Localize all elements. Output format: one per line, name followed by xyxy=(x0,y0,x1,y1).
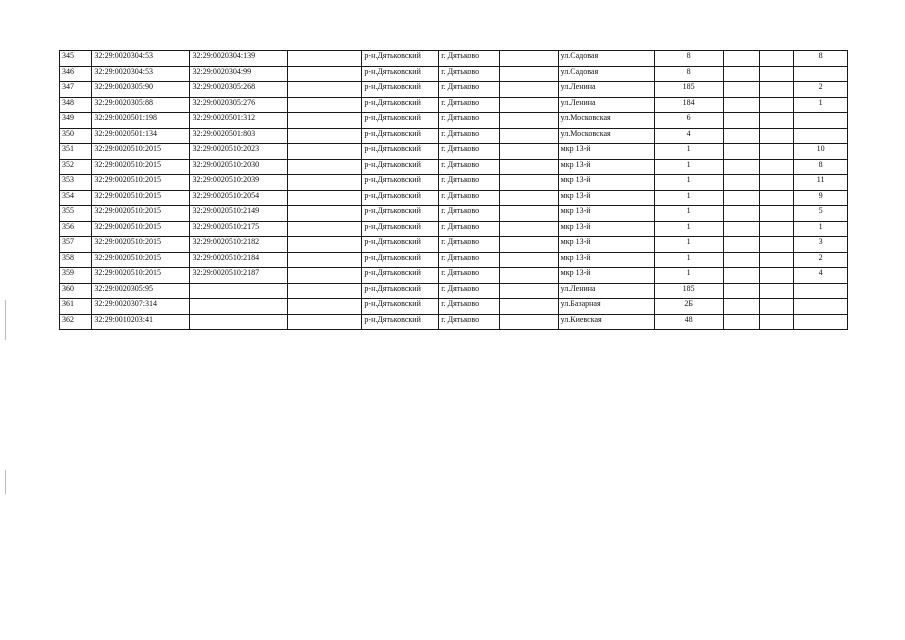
empty-cell xyxy=(723,283,759,299)
empty-cell xyxy=(499,221,558,237)
district-cell: р-н.Дятьковский xyxy=(362,268,439,284)
empty-cell xyxy=(723,66,759,82)
premises-cadastral-number-cell: 32:29:0020510:2182 xyxy=(190,237,287,253)
city-cell: г. Дятьково xyxy=(439,82,500,98)
apartment-number-cell: 9 xyxy=(794,190,848,206)
empty-cell xyxy=(759,51,793,67)
empty-cell xyxy=(723,144,759,160)
apartment-number-cell: 8 xyxy=(794,51,848,67)
row-number-cell: 356 xyxy=(60,221,92,237)
empty-cell xyxy=(723,190,759,206)
table-row xyxy=(60,314,848,330)
cadastral-number-cell: 32:29:0020501:198 xyxy=(92,113,190,129)
table-row xyxy=(60,299,848,315)
empty-cell xyxy=(287,175,362,191)
empty-cell xyxy=(759,159,793,175)
empty-cell xyxy=(759,128,793,144)
premises-cadastral-number-cell: 32:29:0020510:2054 xyxy=(190,190,287,206)
premises-cadastral-number-cell: 32:29:0020510:2187 xyxy=(190,268,287,284)
empty-cell xyxy=(499,206,558,222)
row-number-cell: 352 xyxy=(60,159,92,175)
street-cell: мкр 13-й xyxy=(558,206,654,222)
empty-cell xyxy=(723,221,759,237)
house-number-cell: 1 xyxy=(654,268,723,284)
street-cell: мкр 13-й xyxy=(558,144,654,160)
cadastral-number-cell: 32:29:0020510:2015 xyxy=(92,221,190,237)
empty-cell xyxy=(723,299,759,315)
cadastral-number-cell: 32:29:0020510:2015 xyxy=(92,175,190,191)
row-number-cell: 347 xyxy=(60,82,92,98)
house-number-cell: 8 xyxy=(654,66,723,82)
house-number-cell: 48 xyxy=(654,314,723,330)
premises-cadastral-number-cell: 32:29:0020510:2184 xyxy=(190,252,287,268)
city-cell: г. Дятьково xyxy=(439,144,500,160)
property-registry-table xyxy=(59,50,848,330)
empty-cell xyxy=(723,97,759,113)
cadastral-number-cell: 32:29:0020305:90 xyxy=(92,82,190,98)
premises-cadastral-number-cell: 32:29:0020304:139 xyxy=(190,51,287,67)
row-number-cell: 345 xyxy=(60,51,92,67)
empty-cell xyxy=(499,66,558,82)
district-cell: р-н.Дятьковский xyxy=(362,299,439,315)
empty-cell xyxy=(287,144,362,160)
city-cell: г. Дятьково xyxy=(439,237,500,253)
row-number-cell: 348 xyxy=(60,97,92,113)
empty-cell xyxy=(499,128,558,144)
table-row xyxy=(60,237,848,253)
street-cell: мкр 13-й xyxy=(558,221,654,237)
cadastral-number-cell: 32:29:0020501:134 xyxy=(92,128,190,144)
empty-cell xyxy=(759,206,793,222)
city-cell: г. Дятьково xyxy=(439,190,500,206)
table-row xyxy=(60,144,848,160)
house-number-cell: 8 xyxy=(654,51,723,67)
apartment-number-cell xyxy=(794,283,848,299)
city-cell: г. Дятьково xyxy=(439,221,500,237)
row-number-cell: 362 xyxy=(60,314,92,330)
street-cell: ул.Ленина xyxy=(558,283,654,299)
apartment-number-cell xyxy=(794,113,848,129)
apartment-number-cell xyxy=(794,299,848,315)
house-number-cell: 185 xyxy=(654,82,723,98)
city-cell: г. Дятьково xyxy=(439,268,500,284)
apartment-number-cell: 3 xyxy=(794,237,848,253)
city-cell: г. Дятьково xyxy=(439,299,500,315)
cadastral-number-cell: 32:29:0020510:2015 xyxy=(92,268,190,284)
row-number-cell: 357 xyxy=(60,237,92,253)
apartment-number-cell: 4 xyxy=(794,268,848,284)
empty-cell xyxy=(723,51,759,67)
empty-cell xyxy=(499,190,558,206)
empty-cell xyxy=(723,82,759,98)
empty-cell xyxy=(723,159,759,175)
table-row xyxy=(60,159,848,175)
empty-cell xyxy=(287,159,362,175)
table-row xyxy=(60,51,848,67)
empty-cell xyxy=(287,66,362,82)
empty-cell xyxy=(759,283,793,299)
empty-cell xyxy=(723,314,759,330)
premises-cadastral-number-cell: 32:29:0020510:2175 xyxy=(190,221,287,237)
table-row xyxy=(60,252,848,268)
house-number-cell: 6 xyxy=(654,113,723,129)
street-cell: ул.Базарная xyxy=(558,299,654,315)
premises-cadastral-number-cell xyxy=(190,283,287,299)
city-cell: г. Дятьково xyxy=(439,206,500,222)
empty-cell xyxy=(287,82,362,98)
premises-cadastral-number-cell: 32:29:0020510:2149 xyxy=(190,206,287,222)
street-cell: ул.Московская xyxy=(558,128,654,144)
city-cell: г. Дятьково xyxy=(439,314,500,330)
cadastral-number-cell: 32:29:0020510:2015 xyxy=(92,159,190,175)
apartment-number-cell: 2 xyxy=(794,252,848,268)
row-number-cell: 359 xyxy=(60,268,92,284)
street-cell: ул.Ленина xyxy=(558,97,654,113)
house-number-cell: 1 xyxy=(654,175,723,191)
empty-cell xyxy=(499,268,558,284)
city-cell: г. Дятьково xyxy=(439,128,500,144)
cadastral-number-cell: 32:29:0010203:41 xyxy=(92,314,190,330)
premises-cadastral-number-cell: 32:29:0020501:312 xyxy=(190,113,287,129)
table-row xyxy=(60,175,848,191)
table-row xyxy=(60,113,848,129)
house-number-cell: 184 xyxy=(654,97,723,113)
street-cell: мкр 13-й xyxy=(558,175,654,191)
street-cell: мкр 13-й xyxy=(558,237,654,253)
cadastral-number-cell: 32:29:0020307:314 xyxy=(92,299,190,315)
row-number-cell: 358 xyxy=(60,252,92,268)
district-cell: р-н.Дятьковский xyxy=(362,113,439,129)
city-cell: г. Дятьково xyxy=(439,51,500,67)
empty-cell xyxy=(759,66,793,82)
cadastral-number-cell: 32:29:0020510:2015 xyxy=(92,237,190,253)
district-cell: р-н.Дятьковский xyxy=(362,252,439,268)
district-cell: р-н.Дятьковский xyxy=(362,175,439,191)
row-number-cell: 351 xyxy=(60,144,92,160)
row-number-cell: 360 xyxy=(60,283,92,299)
apartment-number-cell: 1 xyxy=(794,97,848,113)
table-row xyxy=(60,82,848,98)
street-cell: ул.Садовая xyxy=(558,66,654,82)
house-number-cell: 1 xyxy=(654,190,723,206)
table-row xyxy=(60,66,848,82)
apartment-number-cell: 2 xyxy=(794,82,848,98)
empty-cell xyxy=(287,97,362,113)
cadastral-number-cell: 32:29:0020304:53 xyxy=(92,51,190,67)
street-cell: ул.Ленина xyxy=(558,82,654,98)
district-cell: р-н.Дятьковский xyxy=(362,66,439,82)
empty-cell xyxy=(499,144,558,160)
empty-cell xyxy=(287,237,362,253)
house-number-cell: 1 xyxy=(654,206,723,222)
apartment-number-cell: 1 xyxy=(794,221,848,237)
empty-cell xyxy=(723,113,759,129)
cadastral-number-cell: 32:29:0020510:2015 xyxy=(92,206,190,222)
street-cell: ул.Московская xyxy=(558,113,654,129)
district-cell: р-н.Дятьковский xyxy=(362,190,439,206)
empty-cell xyxy=(723,237,759,253)
empty-cell xyxy=(723,175,759,191)
apartment-number-cell: 5 xyxy=(794,206,848,222)
city-cell: г. Дятьково xyxy=(439,175,500,191)
row-number-cell: 361 xyxy=(60,299,92,315)
apartment-number-cell: 10 xyxy=(794,144,848,160)
cadastral-number-cell: 32:29:0020510:2015 xyxy=(92,144,190,160)
table-row xyxy=(60,128,848,144)
apartment-number-cell xyxy=(794,314,848,330)
district-cell: р-н.Дятьковский xyxy=(362,128,439,144)
empty-cell xyxy=(287,128,362,144)
table-row xyxy=(60,206,848,222)
district-cell: р-н.Дятьковский xyxy=(362,97,439,113)
cadastral-number-cell: 32:29:0020304:53 xyxy=(92,66,190,82)
empty-cell xyxy=(287,206,362,222)
empty-cell xyxy=(723,252,759,268)
empty-cell xyxy=(287,113,362,129)
city-cell: г. Дятьково xyxy=(439,252,500,268)
row-number-cell: 355 xyxy=(60,206,92,222)
street-cell: мкр 13-й xyxy=(558,159,654,175)
premises-cadastral-number-cell xyxy=(190,299,287,315)
premises-cadastral-number-cell xyxy=(190,314,287,330)
apartment-number-cell xyxy=(794,128,848,144)
empty-cell xyxy=(723,128,759,144)
cadastral-number-cell: 32:29:0020305:88 xyxy=(92,97,190,113)
scan-artifact xyxy=(5,470,6,494)
house-number-cell: 1 xyxy=(654,252,723,268)
empty-cell xyxy=(759,252,793,268)
empty-cell xyxy=(287,252,362,268)
empty-cell xyxy=(499,299,558,315)
empty-cell xyxy=(287,283,362,299)
cadastral-number-cell: 32:29:0020305:95 xyxy=(92,283,190,299)
row-number-cell: 349 xyxy=(60,113,92,129)
premises-cadastral-number-cell: 32:29:0020510:2039 xyxy=(190,175,287,191)
house-number-cell: 1 xyxy=(654,159,723,175)
empty-cell xyxy=(759,175,793,191)
street-cell: мкр 13-й xyxy=(558,252,654,268)
empty-cell xyxy=(499,252,558,268)
empty-cell xyxy=(287,314,362,330)
city-cell: г. Дятьково xyxy=(439,159,500,175)
district-cell: р-н.Дятьковский xyxy=(362,51,439,67)
empty-cell xyxy=(759,190,793,206)
city-cell: г. Дятьково xyxy=(439,283,500,299)
premises-cadastral-number-cell: 32:29:0020501:803 xyxy=(190,128,287,144)
empty-cell xyxy=(723,268,759,284)
district-cell: р-н.Дятьковский xyxy=(362,221,439,237)
district-cell: р-н.Дятьковский xyxy=(362,237,439,253)
house-number-cell: 2Б xyxy=(654,299,723,315)
apartment-number-cell: 11 xyxy=(794,175,848,191)
table-row xyxy=(60,283,848,299)
city-cell: г. Дятьково xyxy=(439,66,500,82)
street-cell: мкр 13-й xyxy=(558,190,654,206)
empty-cell xyxy=(499,159,558,175)
empty-cell xyxy=(499,82,558,98)
house-number-cell: 1 xyxy=(654,221,723,237)
empty-cell xyxy=(499,237,558,253)
street-cell: ул.Киевская xyxy=(558,314,654,330)
table-row xyxy=(60,268,848,284)
city-cell: г. Дятьково xyxy=(439,113,500,129)
empty-cell xyxy=(759,97,793,113)
city-cell: г. Дятьково xyxy=(439,97,500,113)
row-number-cell: 350 xyxy=(60,128,92,144)
table-row xyxy=(60,190,848,206)
empty-cell xyxy=(759,299,793,315)
registry-table-body xyxy=(60,51,848,330)
cadastral-number-cell: 32:29:0020510:2015 xyxy=(92,252,190,268)
premises-cadastral-number-cell: 32:29:0020304:99 xyxy=(190,66,287,82)
row-number-cell: 354 xyxy=(60,190,92,206)
empty-cell xyxy=(759,113,793,129)
premises-cadastral-number-cell: 32:29:0020510:2030 xyxy=(190,159,287,175)
house-number-cell: 185 xyxy=(654,283,723,299)
empty-cell xyxy=(287,221,362,237)
empty-cell xyxy=(723,206,759,222)
street-cell: мкр 13-й xyxy=(558,268,654,284)
empty-cell xyxy=(759,268,793,284)
row-number-cell: 346 xyxy=(60,66,92,82)
empty-cell xyxy=(759,221,793,237)
empty-cell xyxy=(499,113,558,129)
empty-cell xyxy=(287,268,362,284)
scan-artifact xyxy=(5,300,6,340)
premises-cadastral-number-cell: 32:29:0020510:2023 xyxy=(190,144,287,160)
table-row xyxy=(60,221,848,237)
premises-cadastral-number-cell: 32:29:0020305:268 xyxy=(190,82,287,98)
empty-cell xyxy=(759,144,793,160)
empty-cell xyxy=(287,51,362,67)
empty-cell xyxy=(759,237,793,253)
empty-cell xyxy=(499,314,558,330)
house-number-cell: 1 xyxy=(654,144,723,160)
street-cell: ул.Садовая xyxy=(558,51,654,67)
apartment-number-cell xyxy=(794,66,848,82)
empty-cell xyxy=(499,51,558,67)
empty-cell xyxy=(499,97,558,113)
apartment-number-cell: 8 xyxy=(794,159,848,175)
district-cell: р-н.Дятьковский xyxy=(362,159,439,175)
empty-cell xyxy=(287,299,362,315)
district-cell: р-н.Дятьковский xyxy=(362,283,439,299)
house-number-cell: 1 xyxy=(654,237,723,253)
empty-cell xyxy=(759,82,793,98)
empty-cell xyxy=(499,175,558,191)
district-cell: р-н.Дятьковский xyxy=(362,144,439,160)
cadastral-number-cell: 32:29:0020510:2015 xyxy=(92,190,190,206)
district-cell: р-н.Дятьковский xyxy=(362,314,439,330)
premises-cadastral-number-cell: 32:29:0020305:276 xyxy=(190,97,287,113)
district-cell: р-н.Дятьковский xyxy=(362,206,439,222)
house-number-cell: 4 xyxy=(654,128,723,144)
empty-cell xyxy=(287,190,362,206)
row-number-cell: 353 xyxy=(60,175,92,191)
empty-cell xyxy=(499,283,558,299)
district-cell: р-н.Дятьковский xyxy=(362,82,439,98)
empty-cell xyxy=(759,314,793,330)
table-row xyxy=(60,97,848,113)
